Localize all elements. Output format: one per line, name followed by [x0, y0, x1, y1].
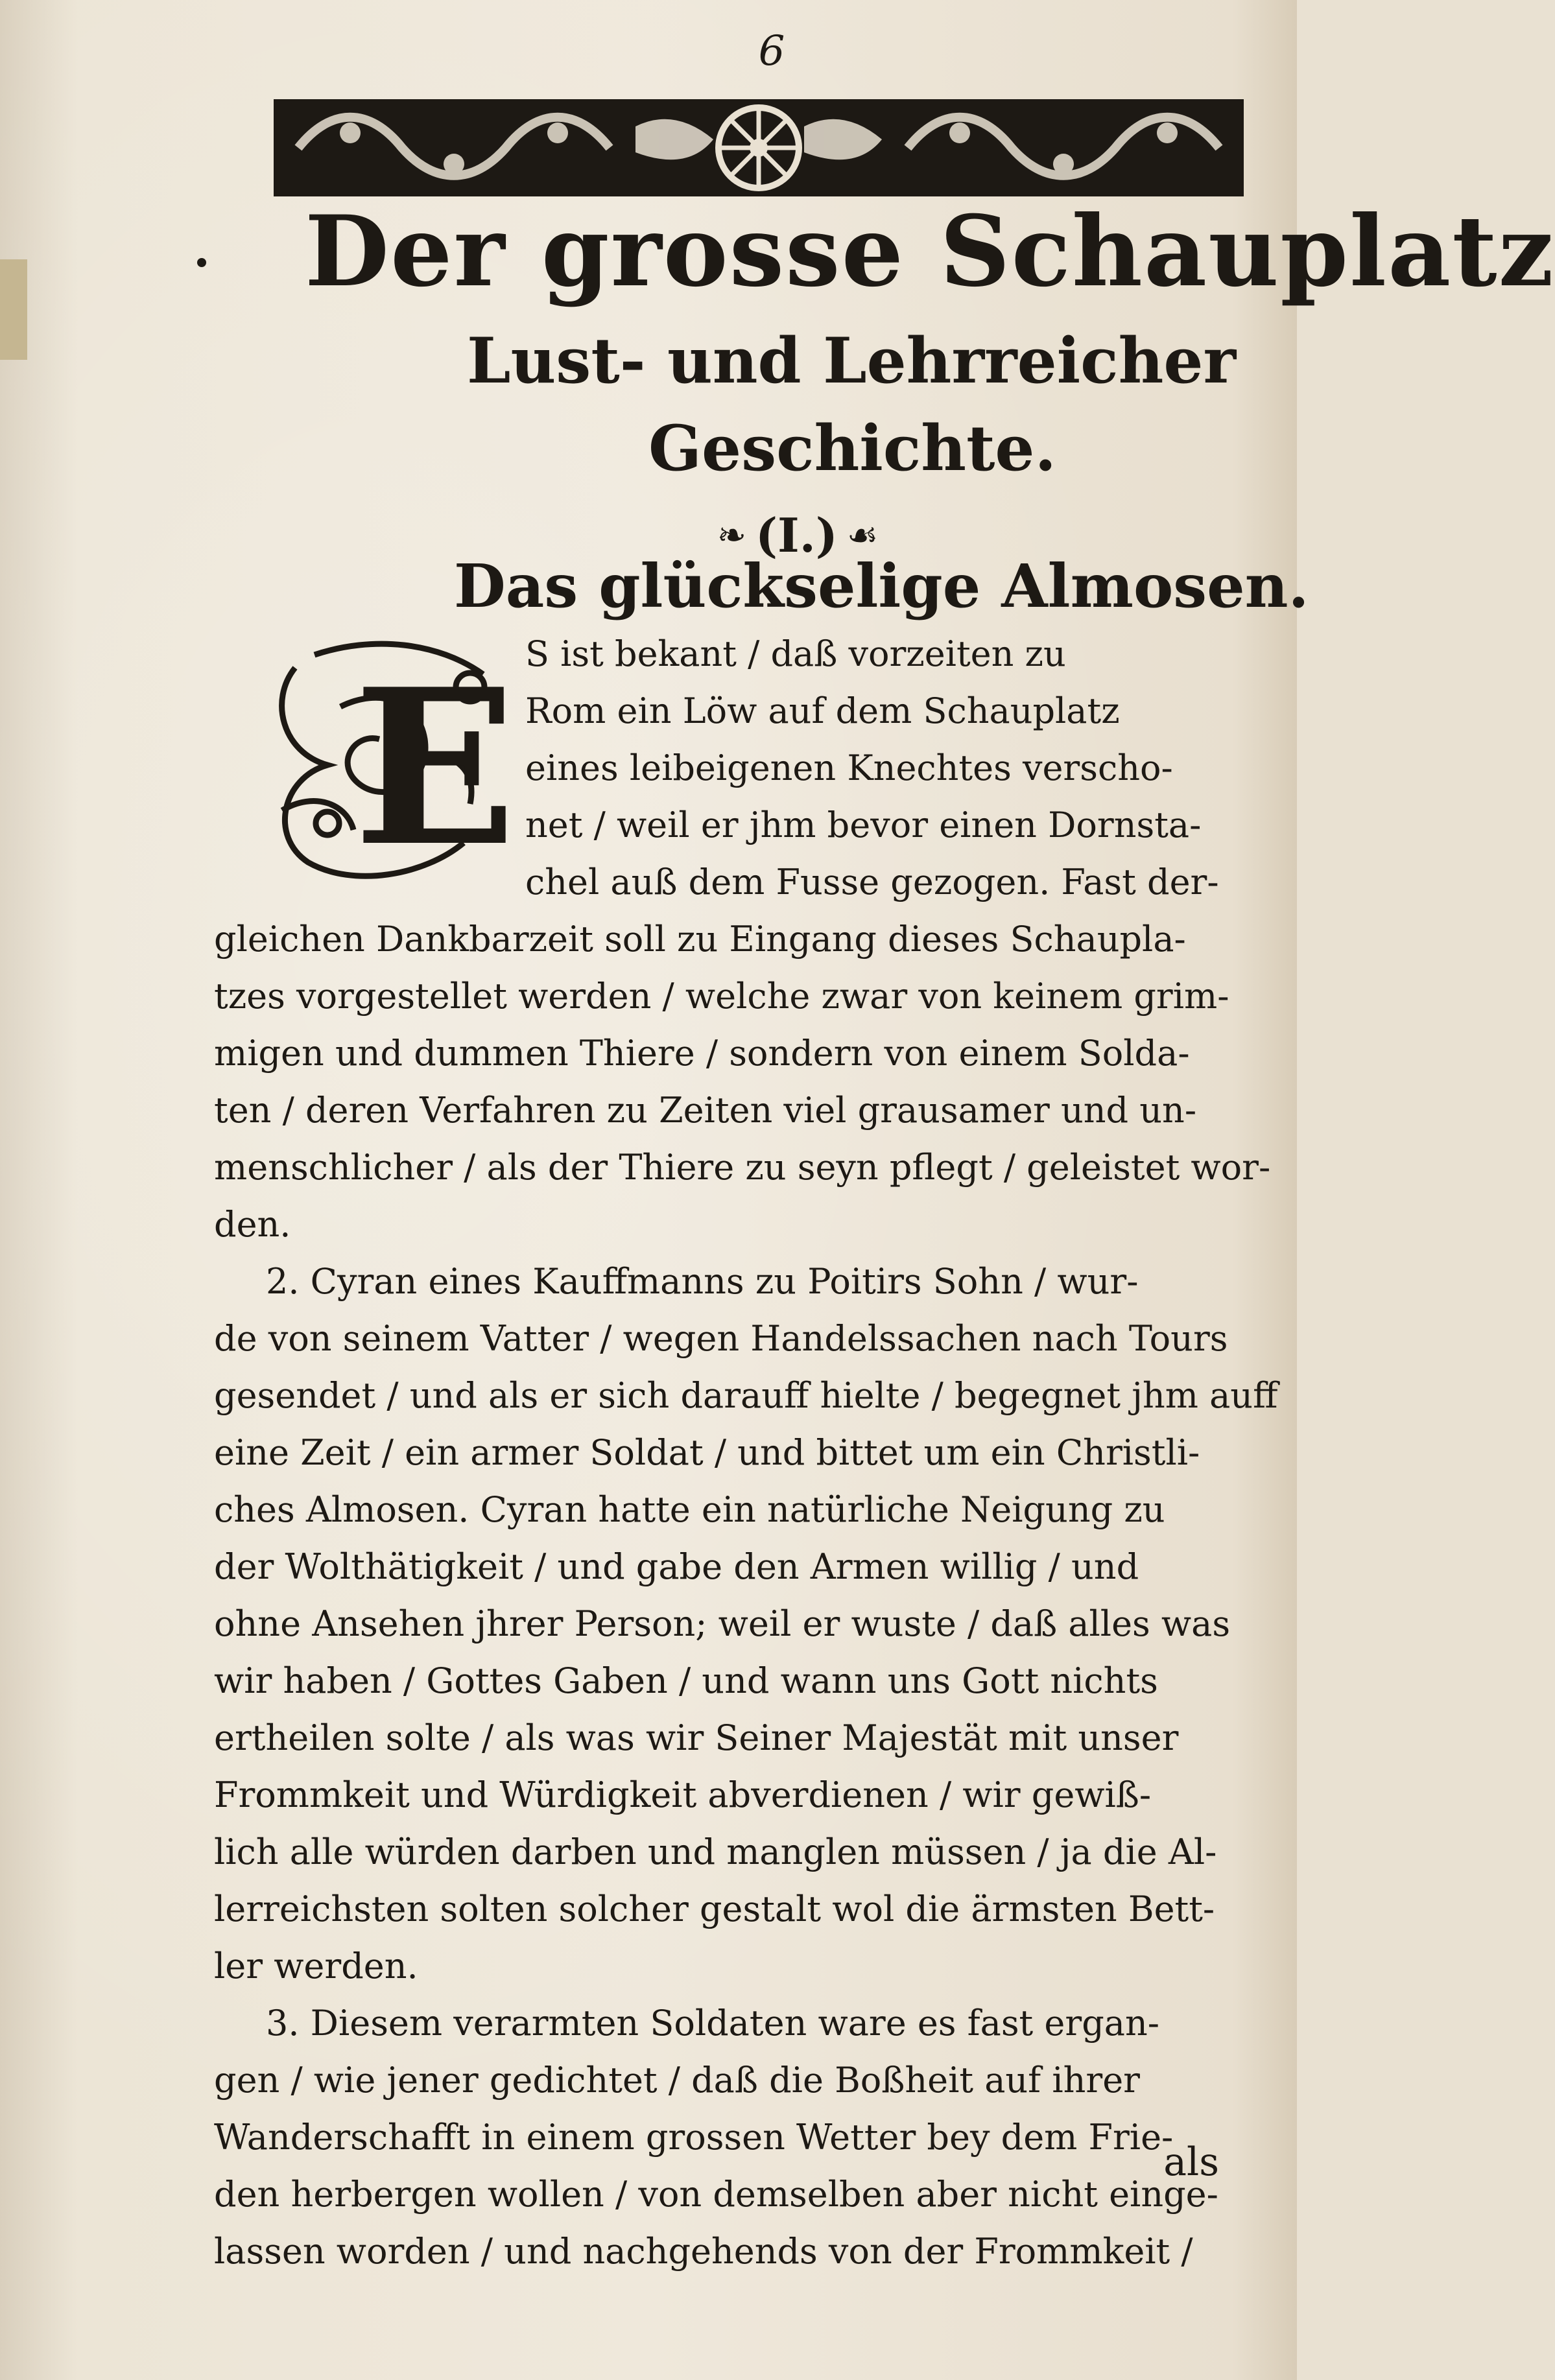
text-line: ertheilen solte / als was wir Seiner Majestät mit unser [214, 1717, 1179, 1758]
margin-dot [197, 258, 206, 267]
text-line: gleichen Dankbarzeit soll zu Eingang dieses Schaupla- [214, 919, 1186, 960]
text-line: de von seinem Vatter / wegen Handelssachen nach Tours [214, 1318, 1228, 1359]
text-line: den herbergen wollen / von demselben aber nicht einge- [214, 2174, 1218, 2215]
text-line: Frommkeit und Würdigkeit abverdienen / wir gewiß- [214, 1774, 1152, 1815]
text-line: 3. Diesem verarmten Soldaten ware es fast ergan- [266, 2003, 1159, 2044]
binding-tab [0, 259, 27, 360]
text-line: den. [214, 1204, 291, 1245]
catchword: als [1163, 2139, 1219, 2185]
drop-cap-letter: E [353, 642, 517, 893]
paragraph-2 [214, 1253, 1278, 1995]
title-line-1: Der grosse Schauplatz [305, 194, 1555, 309]
text-line: ten / deren Verfahren zu Zeiten viel grausamer und un- [214, 1090, 1197, 1131]
text-line: lerreichsten solten solcher gestalt wol die ärmsten Bett- [214, 1889, 1215, 1929]
text-line: net / weil er jhm bevor einen Dornsta- [525, 805, 1202, 845]
title-line-2: Lust- und Lehrreicher [467, 324, 1237, 397]
text-line: wir haben / Gottes Gaben / und wann uns Gott nichts [214, 1660, 1158, 1701]
text-line: S ist bekant / daß vorzeiten zu [525, 633, 1066, 674]
fleuron-right-icon: ☙ [846, 514, 879, 556]
text-line: tzes vorgestellet werden / welche zwar von keinem grim- [214, 976, 1229, 1017]
text-line: Wanderschafft in einem grossen Wetter bey dem Frie- [214, 2117, 1174, 2158]
text-line: chel auß dem Fusse gezogen. Fast der- [525, 862, 1219, 902]
paragraph-1 [214, 626, 1271, 1253]
text-line: eines leibeigenen Knechtes verscho- [525, 748, 1173, 788]
text-line: migen und dummen Thiere / sondern von einem Solda- [214, 1033, 1190, 1074]
text-line: ler werden. [214, 1946, 418, 1986]
chapter-number: (I.) [755, 507, 838, 563]
text-line: der Wolthätigkeit / und gabe den Armen willig / und [214, 1546, 1139, 1587]
page-number: 6 [758, 27, 785, 75]
decorative-header-band [272, 88, 1245, 207]
text-line: 2. Cyran eines Kauffmanns zu Poitirs Sohn / wur- [266, 1261, 1139, 1302]
body-text [214, 626, 1278, 2280]
text-line: Rom ein Löw auf dem Schauplatz [525, 690, 1120, 731]
text-line: gen / wie jener gedichtet / daß die Boßheit auf ihrer [214, 2060, 1140, 2101]
text-line: ches Almosen. Cyran hatte ein natürliche Neigung zu [214, 1489, 1165, 1530]
text-line: eine Zeit / ein armer Soldat / und bittet um ein Christli- [214, 1432, 1200, 1473]
text-line: ohne Ansehen jhrer Person; weil er wuste / daß alles was [214, 1603, 1231, 1644]
section-title: Das glückselige Almosen. [454, 551, 1309, 621]
text-line: lassen worden / und nachgehends von der Frommkeit / [214, 2231, 1193, 2272]
text-line: lich alle würden darben und manglen müssen / ja die Al- [214, 1832, 1217, 1872]
title-line-3: Geschichte. [648, 412, 1056, 485]
paragraph-3 [214, 1995, 1252, 2280]
fleuron-left-icon: ❧ [717, 514, 746, 556]
text-line: gesendet / und als er sich darauff hielte / begegnet jhm auff [214, 1375, 1278, 1416]
text-line: menschlicher / als der Thiere zu seyn pflegt / geleistet wor- [214, 1147, 1271, 1188]
